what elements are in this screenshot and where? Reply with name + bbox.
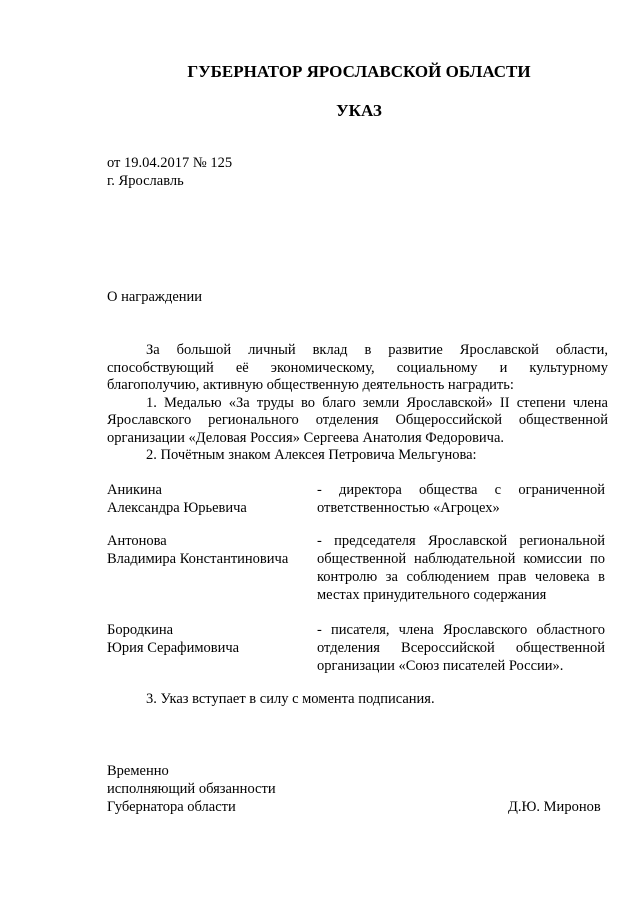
awardee-3-surname: Бородкина	[107, 622, 174, 638]
document-type: УКАЗ	[336, 101, 382, 120]
intro-paragraph: За большой личный вклад в развитие Ярославской области, способствующий её экономическому, социальному и культурному благополучию, активную общественную деятельность наградить:	[107, 342, 608, 393]
awardee-3-name: Юрия Серафимовича	[107, 640, 240, 656]
signatory-name: Д.Ю. Миронов	[508, 799, 601, 815]
decree-body	[107, 342, 608, 465]
signature-line-2: исполняющий обязанности	[107, 781, 276, 797]
place: г. Ярославль	[107, 173, 184, 189]
subject: О награждении	[107, 289, 203, 305]
awardee-2-name: Владимира Константиновича	[107, 551, 289, 567]
awardee-1-position: - директора общества с ограниченной ответственностью «Агроцех»	[317, 482, 605, 516]
date-number: от 19.04.2017 № 125	[107, 155, 233, 171]
item-1: 1. Медалью «За труды во благо земли Ярославской» II степени члена Ярославского регионального отделения Общероссийской общественной организации «Деловая Россия» Сергеева Анатолия Федоровича.	[107, 394, 608, 446]
signature-line-1: Временно	[107, 763, 169, 779]
awardee-2-surname: Антонова	[107, 533, 167, 549]
document-authority: ГУБЕРНАТОР ЯРОСЛАВСКОЙ ОБЛАСТИ	[187, 62, 531, 81]
signature-line-3: Губернатора области	[107, 799, 236, 815]
awardee-3-position: - писателя, члена Ярославского областного отделения Всероссийской общественной организации «Союз писателей России».	[317, 622, 605, 674]
awardee-2-position: - председателя Ярославской региональной общественной наблюдательной комиссии по контролю за соблюдением прав человека в местах принудительного содержания	[317, 533, 605, 603]
item-2: 2. Почётным знаком Алексея Петровича Мельгунова:	[146, 447, 477, 463]
awardee-1-surname: Аникина	[107, 482, 162, 498]
awardee-1-name: Александра Юрьевича	[107, 500, 247, 516]
item-3: 3. Указ вступает в силу с момента подписания.	[146, 691, 435, 707]
